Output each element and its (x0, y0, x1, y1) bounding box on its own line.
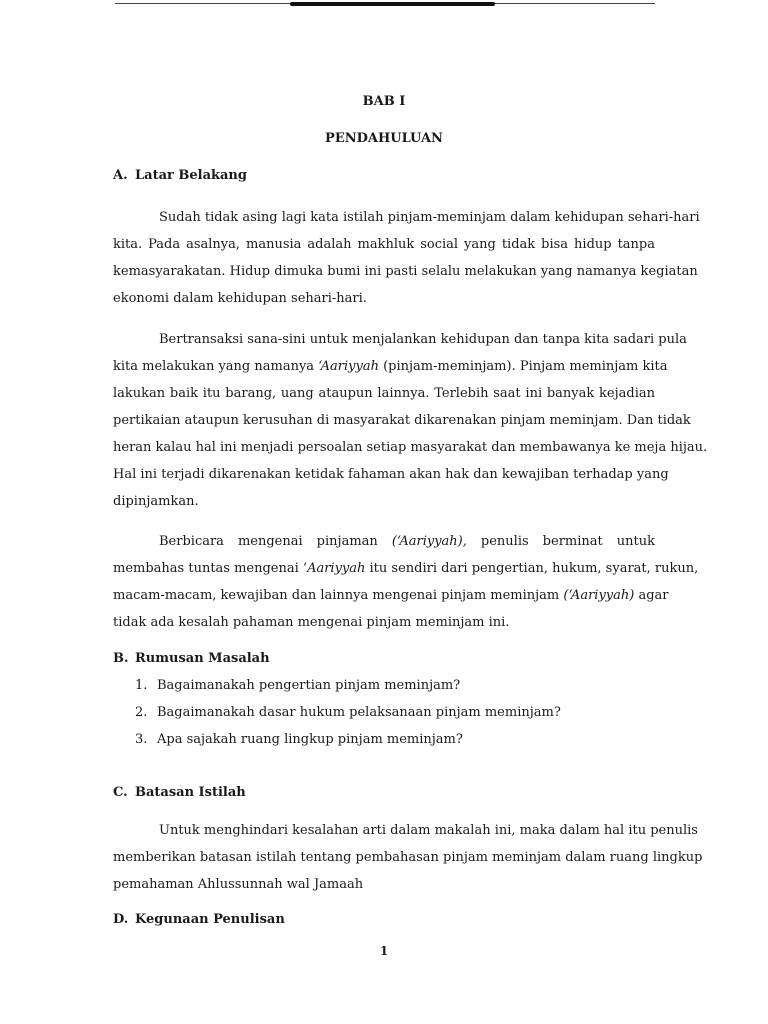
paragraph-line (113, 555, 699, 582)
section-b-number: B. (113, 651, 129, 666)
section-d-heading (113, 912, 285, 927)
list-text: Apa sajakah ruang lingkup pinjam meminjam? (157, 732, 463, 747)
list-number: 3. (135, 732, 148, 747)
section-d-title: Kegunaan Penulisan (135, 912, 285, 927)
paragraph-c1 (113, 817, 703, 898)
list-number: 2. (135, 705, 148, 720)
paragraph-line: lakukan baik itu barang, uang ataupun lainnya. Terlebih saat ini banyak kejadian (113, 386, 655, 401)
italic-term: ‘Aariyyah (318, 359, 379, 374)
paragraph-line: dipinjamkan. (113, 494, 199, 509)
paragraph-line (113, 582, 669, 609)
text-run: penulis berminat untuk (466, 534, 655, 549)
section-c-heading (113, 785, 246, 800)
italic-term: Aariyyah (307, 561, 366, 576)
paragraph-line (113, 528, 655, 555)
problem-list (135, 672, 655, 753)
paragraph-line: tidak ada kesalah pahaman mengenai pinjam meminjam ini. (113, 615, 510, 630)
paragraph-line: pemahaman Ahlussunnah wal Jamaah (113, 877, 364, 892)
paragraph-line: ekonomi dalam kehidupan sehari-hari. (113, 291, 367, 306)
text-run: (pinjam-meminjam). Pinjam meminjam kita (378, 359, 668, 374)
text-run: kita melakukan yang namanya (113, 359, 319, 374)
list-item (135, 726, 655, 753)
paragraph-line (113, 353, 668, 380)
section-a-title: Latar Belakang (135, 168, 247, 183)
section-b-heading (113, 651, 270, 666)
paragraph-line: Bertransaksi sana-sini untuk menjalankan kehidupan dan tanpa kita sadari pula (159, 332, 687, 347)
page-number: 1 (379, 944, 389, 958)
text-run: Berbicara mengenai pinjaman (159, 534, 392, 549)
paragraph-line: memberikan batasan istilah tentang pembahasan pinjam meminjam dalam ruang lingkup (113, 850, 703, 865)
section-c-title: Batasan Istilah (135, 785, 246, 800)
section-d-number: D. (113, 912, 129, 927)
section-a-heading (113, 168, 247, 183)
list-item (135, 672, 655, 699)
chapter-heading: BAB I (362, 94, 406, 109)
list-text: Bagaimanakah dasar hukum pelaksanaan pinjam meminjam? (157, 705, 561, 720)
paragraph-line: kemasyarakatan. Hidup dimuka bumi ini pasti selalu melakukan yang namanya kegiatan (113, 264, 698, 279)
chapter-title: PENDAHULUAN (325, 131, 443, 146)
paragraph-line: kita. Pada asalnya, manusia adalah makhluk social yang tidak bisa hidup tanpa (113, 237, 655, 252)
section-c-number: C. (113, 785, 128, 800)
paragraph-line: Hal ini terjadi dikarenakan ketidak fahaman akan hak dan kewajiban terhadap yang (113, 467, 669, 482)
paragraph-line: Sudah tidak asing lagi kata istilah pinjam-meminjam dalam kehidupan sehari-hari (159, 210, 700, 225)
text-run: itu sendiri dari pengertian, hukum, syarat, rukun, (365, 561, 699, 576)
header-rule (115, 2, 655, 6)
paragraph-line: Untuk menghindari kesalahan arti dalam makalah ini, maka dalam hal itu penulis (159, 823, 698, 838)
paragraph-a2 (113, 326, 708, 515)
list-number: 1. (135, 678, 148, 693)
text-run: macam-macam, kewajiban dan lainnya mengenai pinjam meminjam (113, 588, 564, 603)
section-b-title: Rumusan Masalah (135, 651, 270, 666)
paragraph-line: pertikaian ataupun kerusuhan di masyarakat dikarenakan pinjam meminjam. Dan tidak (113, 413, 691, 428)
header-rule-thick (290, 2, 495, 6)
paragraph-a1 (113, 204, 700, 312)
italic-term: (‘Aariyyah), (391, 534, 467, 549)
italic-term: (‘Aariyyah) (563, 588, 635, 603)
paragraph-line: heran kalau hal ini menjadi persoalan setiap masyarakat dan membawanya ke meja hijau. (113, 440, 708, 455)
section-a-number: A. (113, 168, 128, 183)
list-text: Bagaimanakah pengertian pinjam meminjam? (157, 678, 461, 693)
text-run: membahas tuntas mengenai ‘ (113, 561, 308, 576)
paragraph-a3 (113, 528, 699, 636)
text-run: agar (634, 588, 669, 603)
list-item (135, 699, 655, 726)
